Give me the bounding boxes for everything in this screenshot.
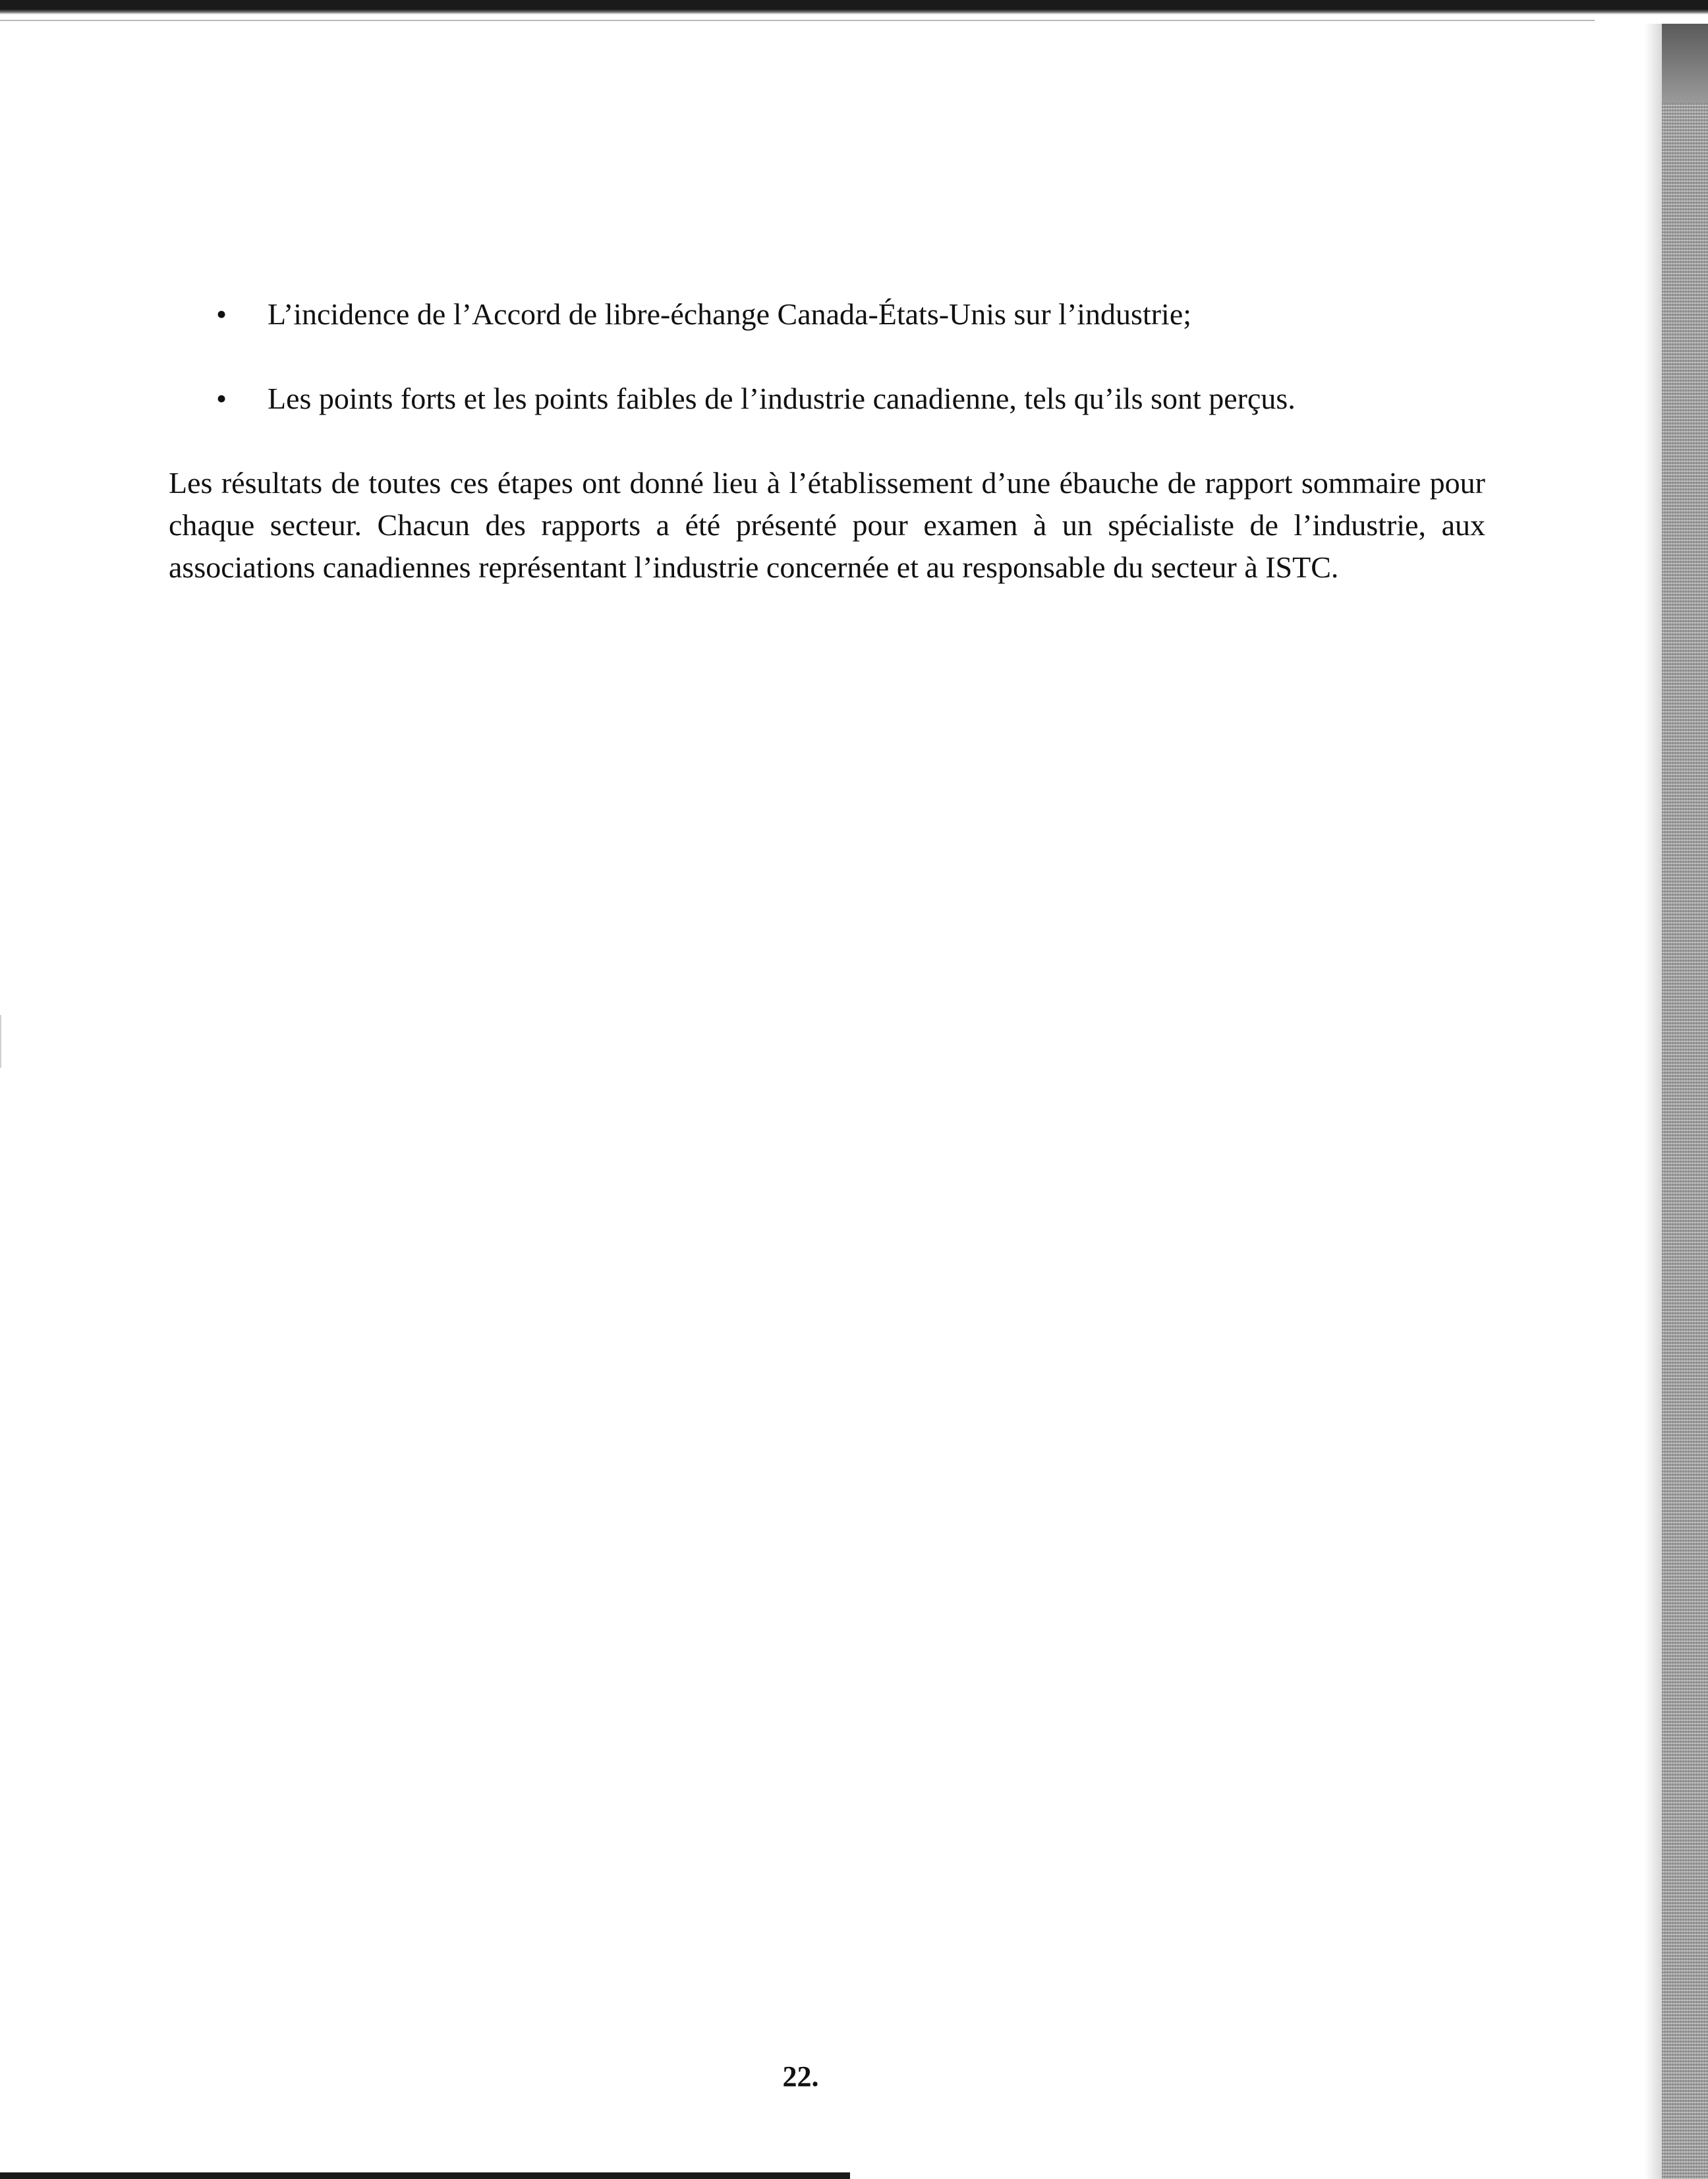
scan-top-line [0, 20, 1595, 21]
bullet-item [169, 378, 1487, 420]
bullet-icon: • [216, 382, 227, 415]
page-number: 22. [782, 2060, 819, 2093]
scan-left-mark [0, 1015, 1, 1068]
bullet-list [169, 293, 1487, 420]
scan-top-border [0, 0, 1708, 15]
scan-right-edge-shadow [1662, 24, 1708, 103]
body-paragraph: Les résultats de toutes ces étapes ont donné lieu à l’établissement d’une ébauche de rapport sommaire pour chaque secteur. Chacun des rapports a été présenté pour examen à un spécialiste de l’industrie, aux associations canadiennes représentant l’industrie concernée et au responsable du secteur à ISTC. [169, 466, 1485, 584]
scan-bottom-border [0, 2172, 850, 2179]
bullet-item [169, 293, 1487, 335]
scan-right-edge [1662, 24, 1708, 2179]
bullet-icon: • [216, 297, 227, 331]
page-content [169, 293, 1487, 589]
bullet-text: Les points forts et les points faibles de l’industrie canadienne, tels qu’ils sont perçus. [268, 382, 1295, 415]
bullet-text: L’incidence de l’Accord de libre-échange Canada-États-Unis sur l’industrie; [268, 297, 1192, 331]
